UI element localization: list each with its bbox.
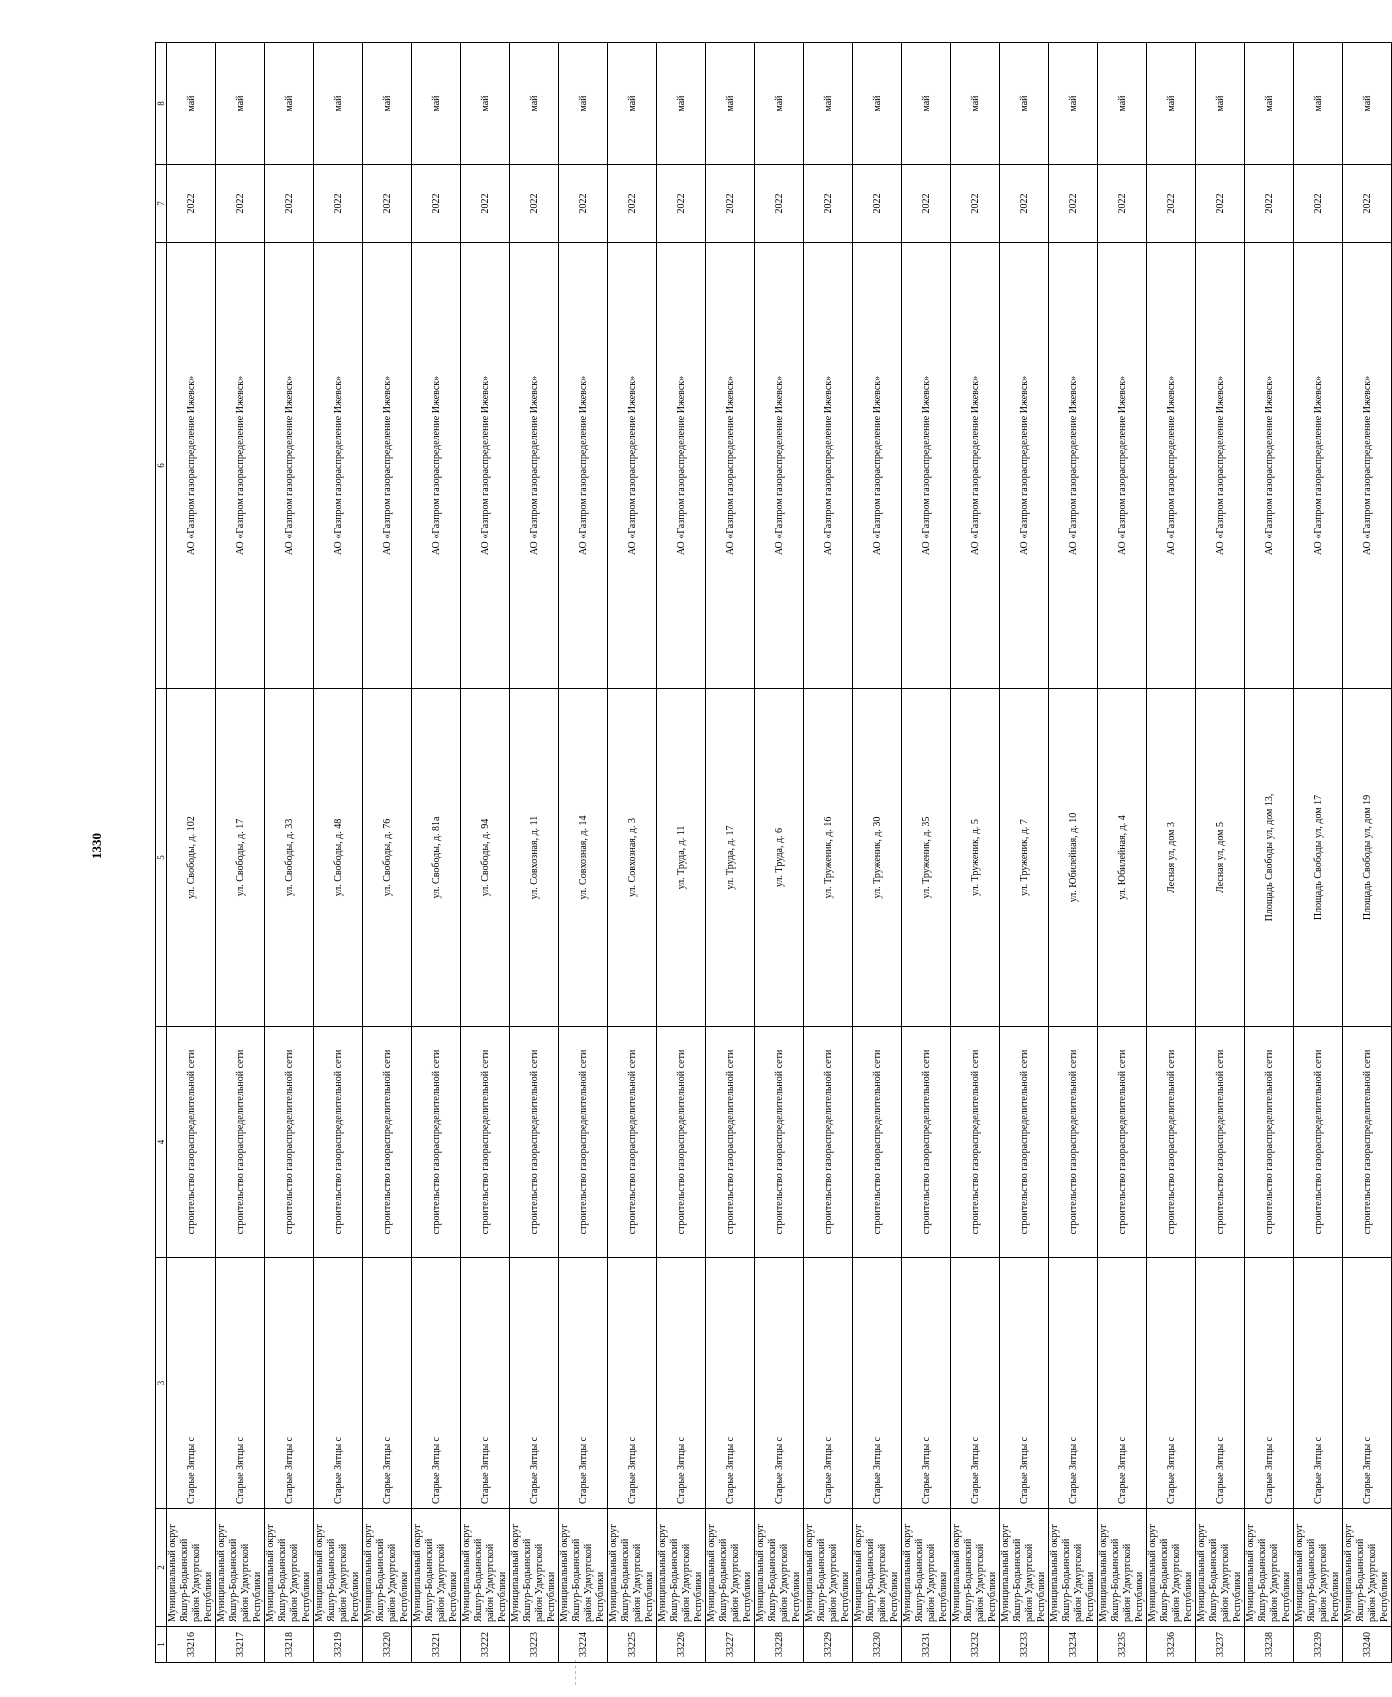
contractor-cell: АО «Газпром газораспределение Ижевск» [559, 243, 608, 689]
address-cell: ул. Совхозная, д. 3 [608, 689, 657, 1027]
row-number: 33238 [1245, 1627, 1294, 1663]
year-cell: 2022 [412, 165, 461, 243]
month-cell: май [1049, 43, 1098, 165]
work-type-cell: строительство газораспределительной сети [314, 1027, 363, 1258]
year-cell: 2022 [1196, 165, 1245, 243]
month-cell: май [951, 43, 1000, 165]
year-cell: 2022 [902, 165, 951, 243]
settlement-cell: Старые Зятцы с [1196, 1258, 1245, 1509]
month-cell: май [510, 43, 559, 165]
year-cell: 2022 [216, 165, 265, 243]
header-cell: 3 [156, 1258, 167, 1509]
settlement-cell: Старые Зятцы с [363, 1258, 412, 1509]
work-type-cell: строительство газораспределительной сети [608, 1027, 657, 1258]
address-cell: ул. Труженик, д. 35 [902, 689, 951, 1027]
table-row [314, 43, 363, 1663]
header-cell: 5 [156, 689, 167, 1027]
table-row [1245, 43, 1294, 1663]
scan-artifact [575, 1660, 577, 1685]
municipality-cell: Муниципальный округ Якшур-Бодьинский район Удмуртской Республики [951, 1509, 1000, 1627]
row-number: 33231 [902, 1627, 951, 1663]
year-cell: 2022 [608, 165, 657, 243]
contractor-cell: АО «Газпром газораспределение Ижевск» [363, 243, 412, 689]
work-type-cell: строительство газораспределительной сети [559, 1027, 608, 1258]
contractor-cell: АО «Газпром газораспределение Ижевск» [657, 243, 706, 689]
municipality-cell: Муниципальный округ Якшур-Бодьинский район Удмуртской Республики [706, 1509, 755, 1627]
contractor-cell: АО «Газпром газораспределение Ижевск» [1098, 243, 1147, 689]
work-type-cell: строительство газораспределительной сети [951, 1027, 1000, 1258]
month-cell: май [1000, 43, 1049, 165]
contractor-cell: АО «Газпром газораспределение Ижевск» [951, 243, 1000, 689]
settlement-cell: Старые Зятцы с [1343, 1258, 1392, 1509]
contractor-cell: АО «Газпром газораспределение Ижевск» [1147, 243, 1196, 689]
month-cell: май [853, 43, 902, 165]
table-row [559, 43, 608, 1663]
settlement-cell: Старые Зятцы с [853, 1258, 902, 1509]
table-row [1098, 43, 1147, 1663]
settlement-cell: Старые Зятцы с [804, 1258, 853, 1509]
address-cell: Площадь Свободы ул, дом 19 [1343, 689, 1392, 1027]
month-cell: май [902, 43, 951, 165]
address-cell: ул. Труда, д. 11 [657, 689, 706, 1027]
table-row [1343, 43, 1392, 1663]
work-type-cell: строительство газораспределительной сети [510, 1027, 559, 1258]
table-row [265, 43, 314, 1663]
month-cell: май [1245, 43, 1294, 165]
table-row [1000, 43, 1049, 1663]
row-number: 33220 [363, 1627, 412, 1663]
year-cell: 2022 [559, 165, 608, 243]
address-cell: ул. Свободы, д. 17 [216, 689, 265, 1027]
row-number: 33233 [1000, 1627, 1049, 1663]
row-number: 33237 [1196, 1627, 1245, 1663]
year-cell: 2022 [1294, 165, 1343, 243]
month-cell: май [167, 43, 216, 165]
municipality-cell: Муниципальный округ Якшур-Бодьинский район Удмуртской Республики [1098, 1509, 1147, 1627]
address-cell: ул. Юбилейная, д. 4 [1098, 689, 1147, 1027]
header-cell: 2 [156, 1509, 167, 1627]
address-cell: Лесная ул, дом 5 [1196, 689, 1245, 1027]
year-cell: 2022 [1000, 165, 1049, 243]
row-number: 33228 [755, 1627, 804, 1663]
address-cell: ул. Свободы, д. 33 [265, 689, 314, 1027]
header-cell: 7 [156, 165, 167, 243]
row-number: 33223 [510, 1627, 559, 1663]
row-number: 33221 [412, 1627, 461, 1663]
address-cell: ул. Совхозная, д. 14 [559, 689, 608, 1027]
month-cell: май [314, 43, 363, 165]
year-cell: 2022 [1245, 165, 1294, 243]
settlement-cell: Старые Зятцы с [265, 1258, 314, 1509]
row-number: 33216 [167, 1627, 216, 1663]
header-cell: 6 [156, 243, 167, 689]
row-number: 33235 [1098, 1627, 1147, 1663]
address-cell: Площадь Свободы ул, дом 13, [1245, 689, 1294, 1027]
contractor-cell: АО «Газпром газораспределение Ижевск» [1294, 243, 1343, 689]
contractor-cell: АО «Газпром газораспределение Ижевск» [1196, 243, 1245, 689]
year-cell: 2022 [167, 165, 216, 243]
row-number: 33217 [216, 1627, 265, 1663]
work-type-cell: строительство газораспределительной сети [1098, 1027, 1147, 1258]
month-cell: май [265, 43, 314, 165]
municipality-cell: Муниципальный округ Якшур-Бодьинский район Удмуртской Республики [1343, 1509, 1392, 1627]
table-row [363, 43, 412, 1663]
month-cell: май [755, 43, 804, 165]
settlement-cell: Старые Зятцы с [706, 1258, 755, 1509]
contractor-cell: АО «Газпром газораспределение Ижевск» [608, 243, 657, 689]
address-cell: ул. Труда, д. 6 [755, 689, 804, 1027]
work-type-cell: строительство газораспределительной сети [853, 1027, 902, 1258]
address-cell: ул. Труда, д. 17 [706, 689, 755, 1027]
municipality-cell: Муниципальный округ Якшур-Бодьинский район Удмуртской Республики [1196, 1509, 1245, 1627]
table-row [1147, 43, 1196, 1663]
settlement-cell: Старые Зятцы с [1049, 1258, 1098, 1509]
row-number: 33218 [265, 1627, 314, 1663]
settlement-cell: Старые Зятцы с [608, 1258, 657, 1509]
row-number: 33226 [657, 1627, 706, 1663]
month-cell: май [1343, 43, 1392, 165]
table-row [1294, 43, 1343, 1663]
header-cell: 8 [156, 43, 167, 165]
contractor-cell: АО «Газпром газораспределение Ижевск» [1000, 243, 1049, 689]
work-type-cell: строительство газораспределительной сети [706, 1027, 755, 1258]
address-cell: ул. Труженик, д. 16 [804, 689, 853, 1027]
work-type-cell: строительство газораспределительной сети [1147, 1027, 1196, 1258]
year-cell: 2022 [461, 165, 510, 243]
row-number: 33236 [1147, 1627, 1196, 1663]
municipality-cell: Муниципальный округ Якшур-Бодьинский район Удмуртской Республики [314, 1509, 363, 1627]
table-row [706, 43, 755, 1663]
table-row [461, 43, 510, 1663]
settlement-cell: Старые Зятцы с [1245, 1258, 1294, 1509]
settlement-cell: Старые Зятцы с [1294, 1258, 1343, 1509]
municipality-cell: Муниципальный округ Якшур-Бодьинский район Удмуртской Республики [1147, 1509, 1196, 1627]
contractor-cell: АО «Газпром газораспределение Ижевск» [804, 243, 853, 689]
month-cell: май [412, 43, 461, 165]
municipality-cell: Муниципальный округ Якшур-Бодьинский район Удмуртской Республики [265, 1509, 314, 1627]
table-row [853, 43, 902, 1663]
table-header-row [156, 43, 167, 1663]
municipality-cell: Муниципальный округ Якшур-Бодьинский район Удмуртской Республики [804, 1509, 853, 1627]
table-row [902, 43, 951, 1663]
address-cell: ул. Труженик, д. 7 [1000, 689, 1049, 1027]
settlement-cell: Старые Зятцы с [559, 1258, 608, 1509]
municipality-cell: Муниципальный округ Якшур-Бодьинский район Удмуртской Республики [657, 1509, 706, 1627]
settlement-cell: Старые Зятцы с [902, 1258, 951, 1509]
municipality-cell: Муниципальный округ Якшур-Бодьинский район Удмуртской Республики [853, 1509, 902, 1627]
year-cell: 2022 [706, 165, 755, 243]
work-type-cell: строительство газораспределительной сети [1000, 1027, 1049, 1258]
year-cell: 2022 [363, 165, 412, 243]
municipality-cell: Муниципальный округ Якшур-Бодьинский район Удмуртской Республики [1049, 1509, 1098, 1627]
contractor-cell: АО «Газпром газораспределение Ижевск» [412, 243, 461, 689]
year-cell: 2022 [1098, 165, 1147, 243]
table-row [804, 43, 853, 1663]
work-type-cell: строительство газораспределительной сети [412, 1027, 461, 1258]
row-number: 33234 [1049, 1627, 1098, 1663]
settlement-cell: Старые Зятцы с [951, 1258, 1000, 1509]
work-type-cell: строительство газораспределительной сети [1343, 1027, 1392, 1258]
month-cell: май [461, 43, 510, 165]
settlement-cell: Старые Зятцы с [1098, 1258, 1147, 1509]
month-cell: май [608, 43, 657, 165]
table-row [1196, 43, 1245, 1663]
municipality-cell: Муниципальный округ Якшур-Бодьинский район Удмуртской Республики [461, 1509, 510, 1627]
municipality-cell: Муниципальный округ Якшур-Бодьинский район Удмуртской Республики [216, 1509, 265, 1627]
row-number: 33239 [1294, 1627, 1343, 1663]
address-cell: ул. Свободы, д. 81а [412, 689, 461, 1027]
year-cell: 2022 [314, 165, 363, 243]
work-type-cell: строительство газораспределительной сети [265, 1027, 314, 1258]
address-cell: ул. Свободы, д. 102 [167, 689, 216, 1027]
settlement-cell: Старые Зятцы с [412, 1258, 461, 1509]
row-number: 33230 [853, 1627, 902, 1663]
contractor-cell: АО «Газпром газораспределение Ижевск» [853, 243, 902, 689]
address-cell: Площадь Свободы ул, дом 17 [1294, 689, 1343, 1027]
year-cell: 2022 [951, 165, 1000, 243]
address-cell: ул. Свободы, д. 48 [314, 689, 363, 1027]
year-cell: 2022 [510, 165, 559, 243]
contractor-cell: АО «Газпром газораспределение Ижевск» [706, 243, 755, 689]
municipality-cell: Муниципальный округ Якшур-Бодьинский район Удмуртской Республики [1294, 1509, 1343, 1627]
work-type-cell: строительство газораспределительной сети [1294, 1027, 1343, 1258]
contractor-cell: АО «Газпром газораспределение Ижевск» [461, 243, 510, 689]
year-cell: 2022 [657, 165, 706, 243]
settlement-cell: Старые Зятцы с [1147, 1258, 1196, 1509]
header-cell: 1 [156, 1627, 167, 1663]
settlement-cell: Старые Зятцы с [461, 1258, 510, 1509]
work-type-cell: строительство газораспределительной сети [755, 1027, 804, 1258]
year-cell: 2022 [1343, 165, 1392, 243]
work-type-cell: строительство газораспределительной сети [902, 1027, 951, 1258]
settlement-cell: Старые Зятцы с [216, 1258, 265, 1509]
header-cell: 4 [156, 1027, 167, 1258]
row-number: 33227 [706, 1627, 755, 1663]
municipality-cell: Муниципальный округ Якшур-Бодьинский район Удмуртской Республики [167, 1509, 216, 1627]
contractor-cell: АО «Газпром газораспределение Ижевск» [902, 243, 951, 689]
address-cell: ул. Свободы, д. 76 [363, 689, 412, 1027]
table-row [510, 43, 559, 1663]
month-cell: май [804, 43, 853, 165]
municipality-cell: Муниципальный округ Якшур-Бодьинский район Удмуртской Республики [559, 1509, 608, 1627]
rotated-table-wrapper [155, 43, 1390, 1663]
month-cell: май [657, 43, 706, 165]
month-cell: май [1098, 43, 1147, 165]
month-cell: май [216, 43, 265, 165]
row-number: 33222 [461, 1627, 510, 1663]
contractor-cell: АО «Газпром газораспределение Ижевск» [755, 243, 804, 689]
municipality-cell: Муниципальный округ Якшур-Бодьинский район Удмуртской Республики [412, 1509, 461, 1627]
work-type-cell: строительство газораспределительной сети [657, 1027, 706, 1258]
contractor-cell: АО «Газпром газораспределение Ижевск» [1343, 243, 1392, 689]
work-type-cell: строительство газораспределительной сети [363, 1027, 412, 1258]
settlement-cell: Старые Зятцы с [755, 1258, 804, 1509]
municipality-cell: Муниципальный округ Якшур-Бодьинский район Удмуртской Республики [1000, 1509, 1049, 1627]
table-row [657, 43, 706, 1663]
row-number: 33232 [951, 1627, 1000, 1663]
address-cell: ул. Совхозная, д. 11 [510, 689, 559, 1027]
table-row [216, 43, 265, 1663]
work-type-cell: строительство газораспределительной сети [1196, 1027, 1245, 1258]
settlement-cell: Старые Зятцы с [510, 1258, 559, 1509]
address-cell: ул. Юбилейная, д. 10 [1049, 689, 1098, 1027]
month-cell: май [559, 43, 608, 165]
municipality-cell: Муниципальный округ Якшур-Бодьинский район Удмуртской Республики [1245, 1509, 1294, 1627]
row-number: 33229 [804, 1627, 853, 1663]
table-row [1049, 43, 1098, 1663]
municipality-cell: Муниципальный округ Якшур-Бодьинский район Удмуртской Республики [363, 1509, 412, 1627]
table-row [412, 43, 461, 1663]
gas-network-table [155, 42, 1392, 1663]
address-cell: ул. Труженик, д. 5 [951, 689, 1000, 1027]
address-cell: ул. Труженик, д. 30 [853, 689, 902, 1027]
address-cell: Лесная ул, дом 3 [1147, 689, 1196, 1027]
municipality-cell: Муниципальный округ Якшур-Бодьинский район Удмуртской Республики [510, 1509, 559, 1627]
contractor-cell: АО «Газпром газораспределение Ижевск» [167, 243, 216, 689]
month-cell: май [363, 43, 412, 165]
work-type-cell: строительство газораспределительной сети [1245, 1027, 1294, 1258]
row-number: 33240 [1343, 1627, 1392, 1663]
year-cell: 2022 [265, 165, 314, 243]
row-number: 33224 [559, 1627, 608, 1663]
month-cell: май [706, 43, 755, 165]
month-cell: май [1294, 43, 1343, 165]
year-cell: 2022 [1147, 165, 1196, 243]
settlement-cell: Старые Зятцы с [657, 1258, 706, 1509]
table-row [755, 43, 804, 1663]
table-row [951, 43, 1000, 1663]
address-cell: ул. Свободы, д. 94 [461, 689, 510, 1027]
municipality-cell: Муниципальный округ Якшур-Бодьинский район Удмуртской Республики [902, 1509, 951, 1627]
row-number: 33225 [608, 1627, 657, 1663]
work-type-cell: строительство газораспределительной сети [216, 1027, 265, 1258]
contractor-cell: АО «Газпром газораспределение Ижевск» [510, 243, 559, 689]
page-number: 1330 [89, 833, 104, 859]
work-type-cell: строительство газораспределительной сети [461, 1027, 510, 1258]
contractor-cell: АО «Газпром газораспределение Ижевск» [1049, 243, 1098, 689]
table-row [608, 43, 657, 1663]
settlement-cell: Старые Зятцы с [1000, 1258, 1049, 1509]
row-number: 33219 [314, 1627, 363, 1663]
municipality-cell: Муниципальный округ Якшур-Бодьинский район Удмуртской Республики [755, 1509, 804, 1627]
work-type-cell: строительство газораспределительной сети [167, 1027, 216, 1258]
work-type-cell: строительство газораспределительной сети [804, 1027, 853, 1258]
contractor-cell: АО «Газпром газораспределение Ижевск» [1245, 243, 1294, 689]
year-cell: 2022 [755, 165, 804, 243]
municipality-cell: Муниципальный округ Якшур-Бодьинский район Удмуртской Республики [608, 1509, 657, 1627]
year-cell: 2022 [1049, 165, 1098, 243]
contractor-cell: АО «Газпром газораспределение Ижевск» [314, 243, 363, 689]
year-cell: 2022 [853, 165, 902, 243]
contractor-cell: АО «Газпром газораспределение Ижевск» [216, 243, 265, 689]
settlement-cell: Старые Зятцы с [167, 1258, 216, 1509]
month-cell: май [1196, 43, 1245, 165]
settlement-cell: Старые Зятцы с [314, 1258, 363, 1509]
year-cell: 2022 [804, 165, 853, 243]
contractor-cell: АО «Газпром газораспределение Ижевск» [265, 243, 314, 689]
month-cell: май [1147, 43, 1196, 165]
work-type-cell: строительство газораспределительной сети [1049, 1027, 1098, 1258]
table-row [167, 43, 216, 1663]
